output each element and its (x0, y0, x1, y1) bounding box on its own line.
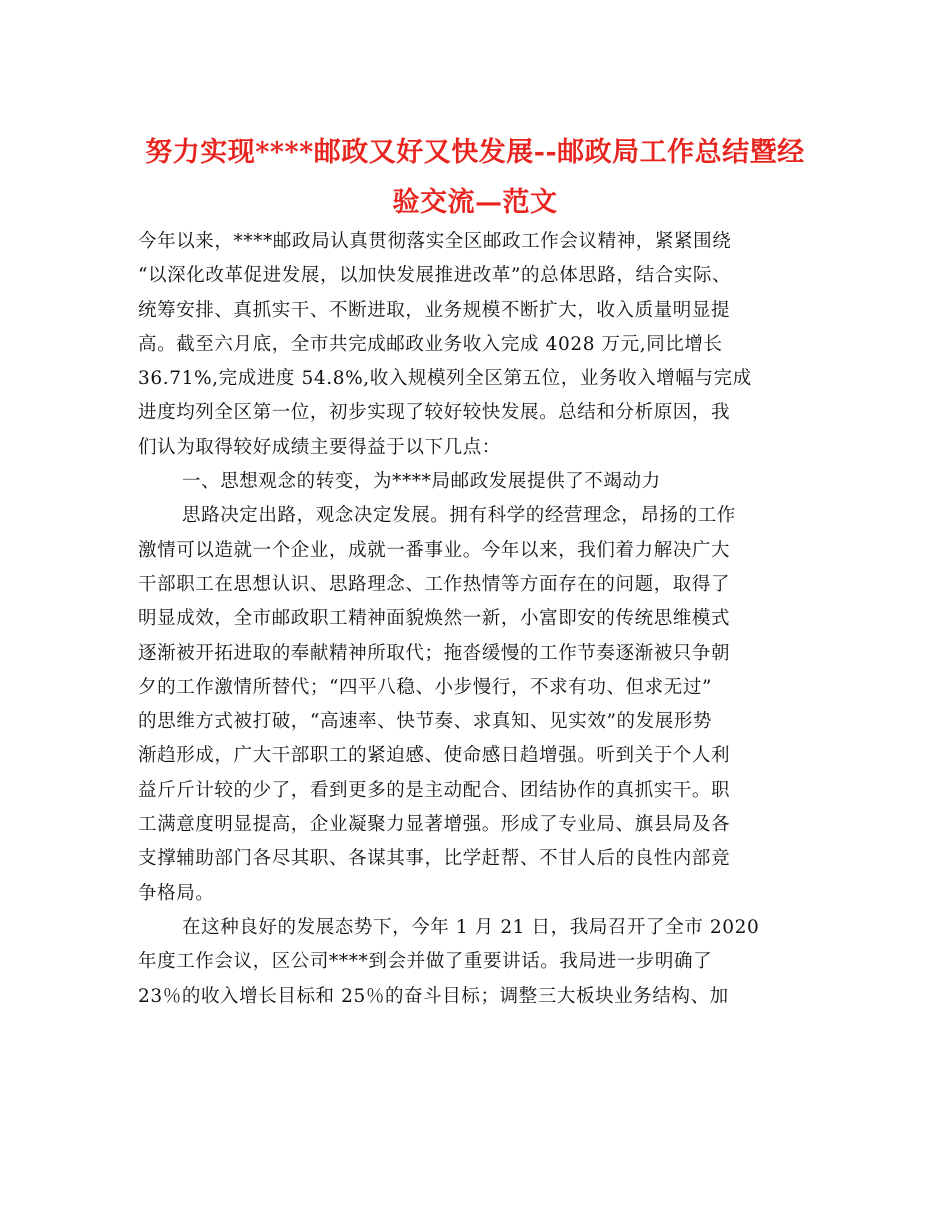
text-line: 在这种良好的发展态势下，今年 1 月 21 日，我局召开了全市 2020 (182, 916, 760, 938)
text-line: 支撑辅助部门各尽其职、各谋其事，比学赶帮、不甘人后的良性内部竞 (138, 848, 731, 870)
paragraph-meeting (138, 911, 818, 1014)
text-line: 渐趋形成，广大干部职工的紧迫感、使命感日趋增强。听到关于个人利 (138, 745, 731, 767)
text-line: 逐渐被开拓进取的奉献精神所取代；拖沓缓慢的工作节奏逐渐被只争朝 (138, 642, 731, 664)
text-line: 进度均列全区第一位，初步实现了较好较快发展。总结和分析原因，我 (138, 402, 731, 424)
paragraph-thinking (138, 499, 818, 911)
text-line: 统筹安排、真抓实干、不断进取，业务规模不断扩大，收入质量明显提 (138, 299, 731, 321)
text-line: 23％的收入增长目标和 25％的奋斗目标；调整三大板块业务结构、加 (138, 985, 729, 1007)
text-line: 夕的工作激情所替代；“四平八稳、小步慢行，不求有功、但求无过” (138, 676, 713, 698)
text-line: 今年以来，****邮政局认真贯彻落实全区邮政工作会议精神，紧紧围绕 (138, 231, 732, 252)
text-line: 思路决定出路，观念决定发展。拥有科学的经营理念，昂扬的工作 (182, 505, 736, 527)
text-line: 高。截至六月底，全市共完成邮政业务收入完成 4028 万元,同比增长 (138, 333, 723, 355)
title-line-1: 努力实现****邮政又好又快发展--邮政局工作总结暨经 (145, 137, 805, 168)
text-line: 36.71%,完成进度 54.8%,收入规模列全区第五位，业务收入增幅与完成 (138, 368, 752, 390)
text-line: 干部职工在思想认识、思路理念、工作热情等方面存在的问题，取得了 (138, 573, 731, 595)
text-line: 的思维方式被打破，“高速率、快节奏、求真知、见实效”的发展形势 (138, 711, 713, 733)
text-line: 们认为取得较好成绩主要得益于以下几点： (138, 436, 501, 458)
text-line: 激情可以造就一个企业，成就一番事业。今年以来，我们着力解决广大 (138, 539, 731, 561)
text-line: 明显成效，全市邮政职工精神面貌焕然一新，小富即安的传统思维模式 (138, 608, 731, 630)
document-body (138, 225, 818, 1014)
text-line: 年度工作会议，区公司****到会并做了重要讲话。我局进一步明确了 (138, 951, 713, 973)
text-line: 益斤斤计较的少了，看到更多的是主动配合、团结协作的真抓实干。职 (138, 779, 731, 801)
title-line-2: 验交流—范文 (392, 187, 558, 218)
section-heading-1 (138, 465, 818, 499)
document-title (120, 128, 830, 228)
text-line: 争格局。 (138, 882, 215, 904)
text-line: 一、思想观念的转变，为****局邮政发展提供了不竭动力 (182, 471, 661, 493)
text-line: 工满意度明显提高，企业凝聚力显著增强。形成了专业局、旗县局及各 (138, 814, 731, 836)
paragraph-intro (138, 225, 818, 465)
text-line: “以深化改革促进发展，以加快发展推进改革”的总体思路，结合实际、 (138, 265, 732, 287)
